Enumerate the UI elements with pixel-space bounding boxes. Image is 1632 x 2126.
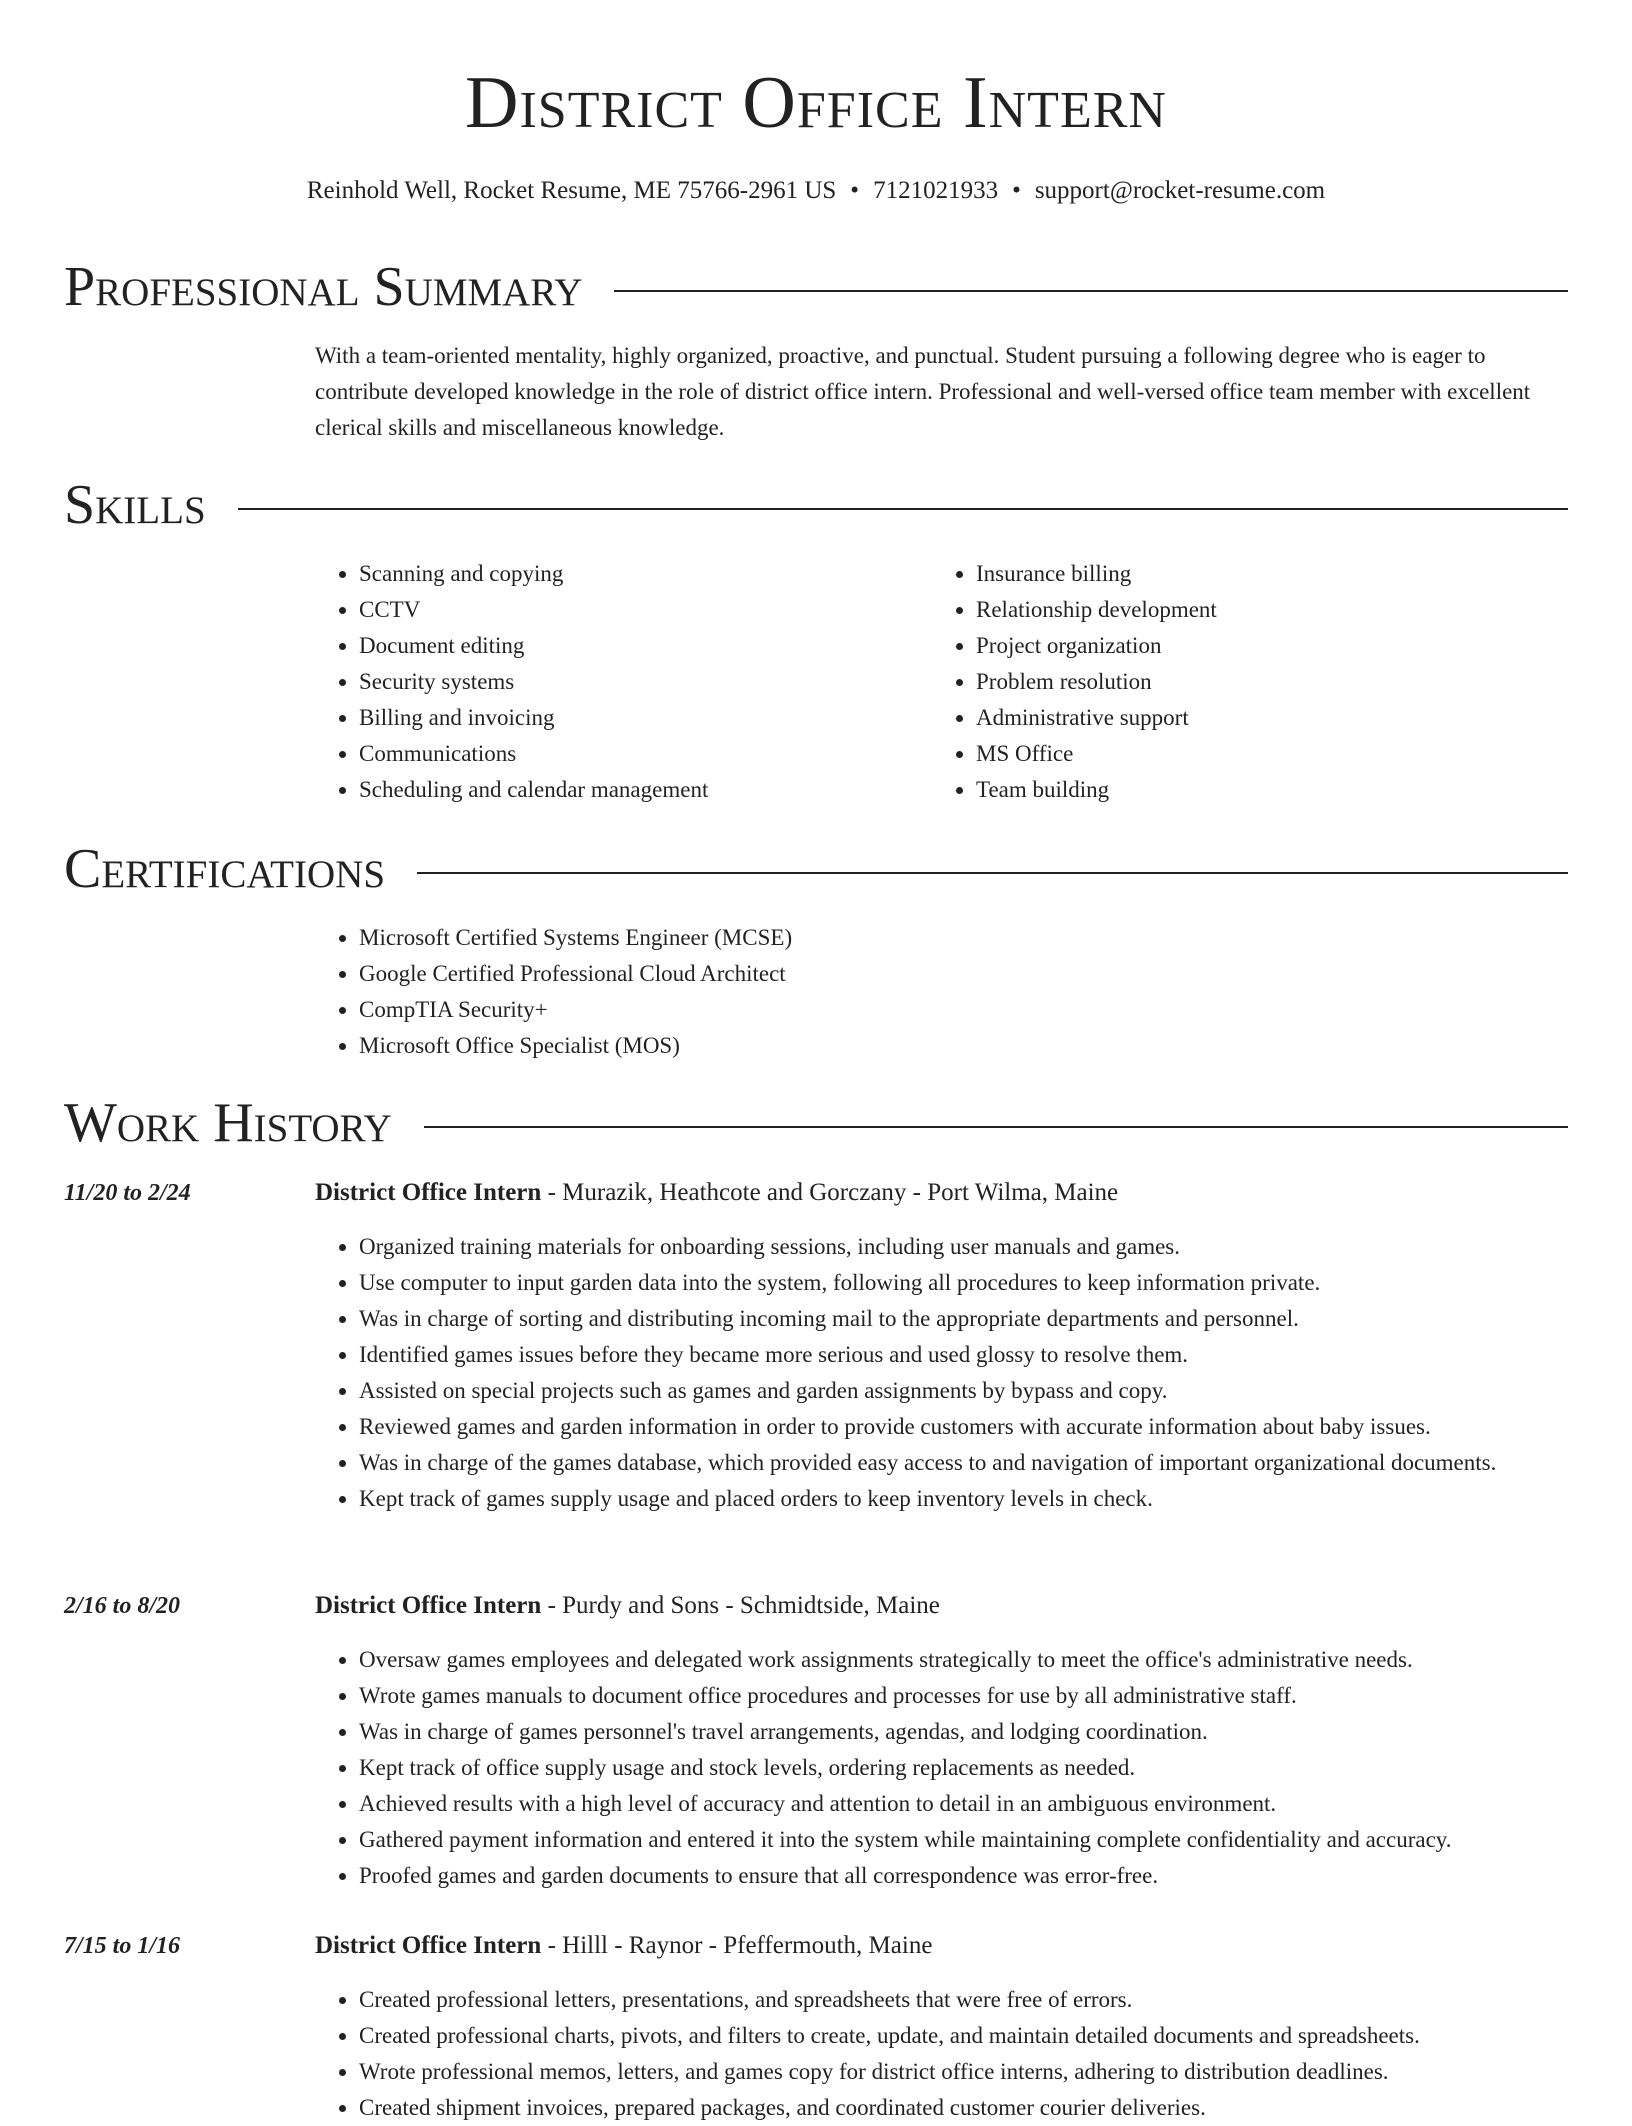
- skill-item: • Relationship development: [976, 592, 1549, 628]
- work-heading: Work History: [64, 1092, 392, 1154]
- summary-text: With a team-oriented mentality, highly organized, proactive, and punctual. Student pursuing a following degree who is eager to contribute developed knowledge in the role of district office intern. Professional and well-versed office team member with excellent clerical skills and miscellaneous knowledge.: [315, 343, 1531, 440]
- contact-separator: •: [1012, 177, 1021, 204]
- skill-item: • Scheduling and calendar management: [359, 772, 932, 808]
- job-employer: - Murazik, Heathcote and Gorczany - Port Wilma, Maine: [541, 1179, 1119, 1206]
- job-tasks: [315, 1642, 1568, 1894]
- skills-column-right: [932, 556, 1549, 808]
- skill-item: • Security systems: [359, 664, 932, 700]
- skill-item: • Team building: [976, 772, 1549, 808]
- contact-phone: 7121021933: [873, 177, 999, 204]
- work-section-header: [64, 1088, 1568, 1158]
- contact-address: Reinhold Well, Rocket Resume, ME 75766-2961 US: [306, 177, 837, 204]
- summary-section-header: [64, 252, 1568, 322]
- section-divider: [614, 290, 1568, 292]
- contact-separator: •: [850, 177, 860, 204]
- task-item: • Created shipment invoices, prepared packages, and coordinated customer courier deliveries.: [359, 2090, 1568, 2126]
- skills-column-left: [315, 556, 932, 808]
- certification-item: • Microsoft Certified Systems Engineer (MCSE): [359, 920, 792, 956]
- job-heading: [315, 1588, 940, 1624]
- skills-section-header: [64, 470, 1568, 540]
- resume-title: District Office Intern: [465, 62, 1167, 144]
- job-tasks: [315, 1982, 1568, 2126]
- task-item: • Kept track of office supply usage and stock levels, ordering replacements as needed.: [359, 1750, 1568, 1786]
- task-item: • Gathered payment information and entered it into the system while maintaining complete confidentiality and accuracy.: [359, 1822, 1568, 1858]
- skill-item: • Document editing: [359, 628, 932, 664]
- task-item: • Proofed games and garden documents to ensure that all correspondence was error-free.: [359, 1858, 1568, 1894]
- task-item: • Achieved results with a high level of accuracy and attention to detail in an ambiguous environment.: [359, 1786, 1568, 1822]
- skill-item: • Project organization: [976, 628, 1549, 664]
- task-item: • Created professional letters, presentations, and spreadsheets that were free of errors.: [359, 1982, 1568, 2018]
- job-title: District Office Intern: [315, 1932, 542, 1959]
- job-dates: 2/16 to 8/20: [64, 1593, 181, 1619]
- task-item: • Kept track of games supply usage and placed orders to keep inventory levels in check.: [359, 1481, 1568, 1517]
- job-title: District Office Intern: [315, 1179, 542, 1206]
- task-item: • Was in charge of sorting and distributing incoming mail to the appropriate departments and personnel.: [359, 1301, 1568, 1337]
- certifications-section-header: [64, 834, 1568, 904]
- section-divider: [417, 872, 1568, 874]
- skill-item: • Billing and invoicing: [359, 700, 932, 736]
- job-tasks: [315, 1229, 1568, 1517]
- skill-item: • Insurance billing: [976, 556, 1549, 592]
- skills-heading: Skills: [64, 474, 206, 536]
- skill-item: • CCTV: [359, 592, 932, 628]
- task-item: • Wrote professional memos, letters, and games copy for district office interns, adhering to distribution deadlines.: [359, 2054, 1568, 2090]
- job-employer: - Hilll - Raynor - Pfeffermouth, Maine: [541, 1932, 933, 1959]
- contact-email[interactable]: support@rocket-resume.com: [1034, 177, 1326, 204]
- job-employer: - Purdy and Sons - Schmidtside, Maine: [541, 1592, 940, 1619]
- job-title: District Office Intern: [315, 1592, 542, 1619]
- section-divider: [424, 1126, 1568, 1128]
- task-item: • Wrote games manuals to document office procedures and processes for use by all administrative staff.: [359, 1678, 1568, 1714]
- task-item: • Oversaw games employees and delegated work assignments strategically to meet the office's administrative needs.: [359, 1642, 1568, 1678]
- skill-item: • Communications: [359, 736, 932, 772]
- summary-heading: Professional Summary: [64, 256, 583, 318]
- task-item: • Was in charge of games personnel's travel arrangements, agendas, and lodging coordination.: [359, 1714, 1568, 1750]
- skills-list: [315, 556, 1568, 808]
- skill-item: • Problem resolution: [976, 664, 1549, 700]
- job-heading: [315, 1175, 1118, 1211]
- task-item: • Was in charge of the games database, which provided easy access to and navigation of important organizational documents.: [359, 1445, 1568, 1481]
- task-item: • Organized training materials for onboarding sessions, including user manuals and games.: [359, 1229, 1568, 1265]
- task-item: • Identified games issues before they became more serious and used glossy to resolve them.: [359, 1337, 1568, 1373]
- job-dates: 11/20 to 2/24: [64, 1180, 191, 1206]
- certification-item: • Microsoft Office Specialist (MOS): [359, 1028, 792, 1064]
- skill-item: • Scanning and copying: [359, 556, 932, 592]
- certification-item: • CompTIA Security+: [359, 992, 792, 1028]
- task-item: • Created professional charts, pivots, and filters to create, update, and maintain detailed documents and spreadsheets.: [359, 2018, 1568, 2054]
- job-heading: [315, 1928, 932, 1964]
- contact-line: [0, 174, 1632, 208]
- section-divider: [238, 508, 1568, 510]
- skill-item: • MS Office: [976, 736, 1549, 772]
- task-item: • Use computer to input garden data into the system, following all procedures to keep information private.: [359, 1265, 1568, 1301]
- skill-item: • Administrative support: [976, 700, 1549, 736]
- task-item: • Reviewed games and garden information in order to provide customers with accurate information about baby issues.: [359, 1409, 1568, 1445]
- task-item: • Assisted on special projects such as games and garden assignments by bypass and copy.: [359, 1373, 1568, 1409]
- certifications-list: [315, 920, 792, 1064]
- certification-item: • Google Certified Professional Cloud Architect: [359, 956, 792, 992]
- job-dates: 7/15 to 1/16: [64, 1933, 181, 1959]
- certifications-heading: Certifications: [64, 838, 386, 900]
